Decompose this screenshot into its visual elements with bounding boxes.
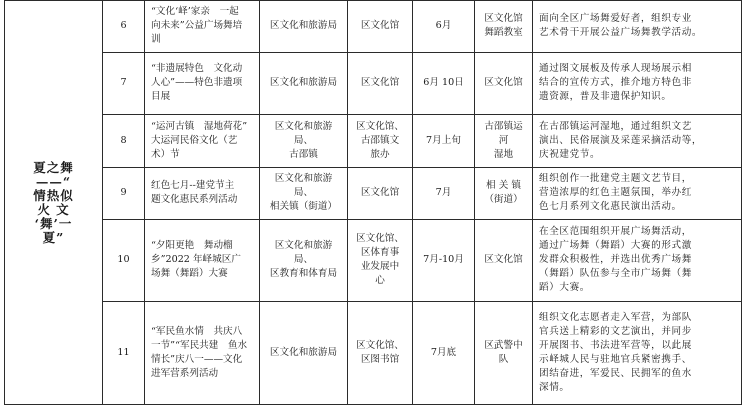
executor-cell: [348, 1, 413, 53]
document-page: [4, 0, 741, 405]
activity-name-line: 红色七月--建党节主: [151, 180, 235, 192]
description-line: 组织文化志愿者走入军营，为部队: [539, 312, 692, 324]
activity-name-line: 人心”——特色非遗项: [151, 77, 243, 89]
activity-name-cell: [145, 167, 260, 219]
row-number: 6: [120, 20, 127, 32]
description-line: 发群众积极性，并选出优秀广场舞: [539, 254, 692, 266]
description-line: 在全区范围组织开展广场舞活动，: [539, 226, 692, 238]
description-line: 通过广场舞（舞蹈）大赛的形式激: [539, 240, 692, 252]
description-line: 庆祝建党节。: [539, 148, 601, 160]
time-cell: [413, 1, 475, 53]
activity-name-line: “夕阳更艳 舞动榴: [151, 240, 233, 252]
location-cell: [475, 167, 533, 219]
table-row: [5, 52, 742, 114]
activity-name-line: “非遗展特色 文化动: [151, 63, 243, 75]
location-cell: [475, 219, 533, 302]
executor-cell: [348, 219, 413, 302]
row-number-cell: [103, 1, 145, 53]
description-cell: [533, 52, 742, 114]
table-row: [5, 1, 742, 53]
row-number-cell: [103, 167, 145, 219]
theme-line: 情热似: [33, 187, 74, 203]
location-cell: [475, 114, 533, 167]
activity-name-line: 一节”“军民共建 鱼水: [151, 340, 248, 352]
row-number-cell: [103, 302, 145, 405]
activity-name-line: 乡”2022 年峄城区广: [151, 254, 241, 266]
row-number: 8: [120, 134, 127, 146]
organizer-line: 区文化和旅游局、: [274, 173, 333, 199]
description-line: 官兵送上精彩的文艺演出，并同步: [539, 326, 692, 338]
activity-name-cell: [145, 114, 260, 167]
description-cell: [533, 114, 742, 167]
activity-name-cell: [145, 52, 260, 114]
executor-line: 古邵镇文: [360, 134, 400, 146]
description-line: 蹈）大赛。: [539, 282, 590, 294]
activity-name-line: 大运河民俗文化（艺: [151, 134, 238, 146]
location-cell: [475, 302, 533, 405]
location-line: 相 关 镇: [486, 180, 521, 192]
organizer-line: 区文化和旅游局: [269, 347, 338, 359]
description-cell: [533, 167, 742, 219]
activity-time: 7月底: [430, 347, 457, 359]
organizer-line: 区文化和旅游局: [269, 77, 338, 89]
time-cell: [413, 52, 475, 114]
activity-name-line: “运河古镇 湿地荷花”: [151, 120, 248, 132]
theme-line: 夏”: [42, 229, 65, 245]
description-cell: [533, 219, 742, 302]
organizer-line: 相关镇（街道）: [269, 201, 338, 213]
location-line: 区文化馆: [484, 77, 523, 89]
executor-line: 区文化馆、: [356, 120, 404, 132]
description-line: （舞蹈）队伍参与全市广场舞（舞: [539, 268, 692, 280]
location-line: 队: [498, 354, 509, 366]
executor-line: 区文化馆、: [356, 233, 404, 245]
activity-time: 7月: [435, 187, 452, 199]
executor-line: 区文化馆: [360, 20, 400, 32]
organizer-cell: [260, 1, 348, 53]
location-line: 湿地: [493, 148, 514, 160]
description-line: 在古邵镇运河湿地，通过组织文艺: [539, 120, 692, 132]
location-cell: [475, 52, 533, 114]
executor-line: 区文化馆: [360, 187, 400, 199]
activity-name-line: 向未来”公益广场舞培: [151, 20, 243, 32]
executor-cell: [348, 302, 413, 405]
activity-name-line: 目展: [151, 91, 171, 103]
executor-line: 业发展中: [360, 261, 400, 273]
activity-name-line: “文化‘峄’家亲 一起: [151, 6, 239, 18]
executor-line: 心: [375, 275, 385, 287]
organizer-line: 区教育和体育局: [269, 268, 338, 280]
location-line: 区武警中: [484, 340, 523, 352]
executor-line: 区图书馆: [360, 354, 400, 366]
theme-line: 火 文: [37, 201, 70, 217]
description-cell: [533, 302, 742, 405]
executor-line: 区文化馆、: [356, 340, 404, 352]
row-number-cell: [103, 219, 145, 302]
organizer-cell: [260, 167, 348, 219]
organizer-cell: [260, 302, 348, 405]
time-cell: [413, 302, 475, 405]
activity-name-cell: [145, 1, 260, 53]
organizer-line: 古邵镇: [289, 148, 318, 160]
executor-cell: [348, 114, 413, 167]
location-line: 舞蹈教室: [484, 27, 523, 39]
executor-cell: [348, 52, 413, 114]
description-line: 通过图文展板及传承人现场展示相: [539, 63, 692, 75]
description-line: 团结奋进，军爱民、民拥军的鱼水: [539, 368, 692, 380]
organizer-cell: [260, 114, 348, 167]
table-row: [5, 114, 742, 167]
table-body: [5, 1, 742, 405]
activity-name-line: 术）节: [151, 148, 180, 160]
organizer-line: 区文化和旅游局: [269, 20, 338, 32]
table-row: [5, 167, 742, 219]
time-cell: [413, 219, 475, 302]
activity-time: 6月 10日: [423, 77, 464, 89]
description-line: 结合的宣传方式，推介地方特色非: [539, 77, 692, 89]
description-line: 示峄城人民与驻地官兵紧密携手、: [539, 354, 692, 366]
activity-name-line: 情长”庆八一——文化: [151, 354, 243, 366]
row-number: 10: [117, 254, 130, 266]
activity-schedule-table: [4, 0, 742, 405]
description-line: 遗资源，普及非遗保护知识。: [539, 91, 672, 103]
row-number-cell: [103, 114, 145, 167]
theme-line: ——“: [35, 173, 72, 189]
activity-name-cell: [145, 219, 260, 302]
executor-line: 区体育事: [360, 247, 400, 259]
description-line: 色七月系列文化惠民演出活动。: [539, 201, 682, 213]
activity-name-line: 场舞（舞蹈）大赛: [151, 268, 228, 280]
activity-name-line: 进军营系列活动: [151, 368, 219, 380]
row-number: 11: [117, 347, 130, 359]
description-line: 演出、民俗展演及采莲采摘活动等，: [539, 134, 703, 146]
activity-time: 6月: [435, 20, 452, 32]
time-cell: [413, 114, 475, 167]
row-number: 7: [120, 77, 127, 89]
activity-time: 7月-10月: [423, 254, 464, 266]
description-line: 营造浓厚的红色主题氛围，举办红: [539, 187, 692, 199]
activity-name-cell: [145, 302, 260, 405]
activity-time: 7月上旬: [426, 134, 461, 146]
table-row: [5, 302, 742, 405]
row-number: 9: [120, 187, 127, 199]
location-line: 区文化馆: [484, 13, 523, 25]
theme-line: ‘舞’一: [34, 215, 73, 231]
description-line: 面向全区广场舞爱好者，组织专业: [539, 13, 692, 25]
description-line: 深情。: [539, 382, 570, 394]
location-line: 区文化馆: [484, 254, 523, 266]
location-line: （街道）: [484, 194, 523, 206]
organizer-line: 区文化和旅游局、: [274, 240, 333, 266]
description-line: 艺术骨干开展公益广场舞教学活动。: [539, 27, 703, 39]
time-cell: [413, 167, 475, 219]
theme-cell: [5, 1, 103, 405]
organizer-cell: [260, 219, 348, 302]
executor-line: 旅办: [370, 148, 390, 160]
organizer-cell: [260, 52, 348, 114]
organizer-line: 区文化和旅游局、: [274, 120, 333, 146]
activity-name-line: 训: [151, 34, 161, 46]
location-line: 古邵镇运河: [484, 120, 523, 146]
table-row: [5, 219, 742, 302]
location-cell: [475, 1, 533, 53]
theme-line: 夏之舞: [33, 159, 74, 175]
activity-name-line: “军民鱼水情 共庆八: [151, 326, 243, 338]
activity-name-line: 题文化惠民系列活动: [151, 194, 238, 206]
description-line: 组织创作一批建党主题文艺节目，: [539, 173, 692, 185]
row-number-cell: [103, 52, 145, 114]
executor-line: 区文化馆: [360, 77, 400, 89]
executor-cell: [348, 167, 413, 219]
description-line: 开展图书、书法进军营等，以此展: [539, 340, 692, 352]
description-cell: [533, 1, 742, 53]
